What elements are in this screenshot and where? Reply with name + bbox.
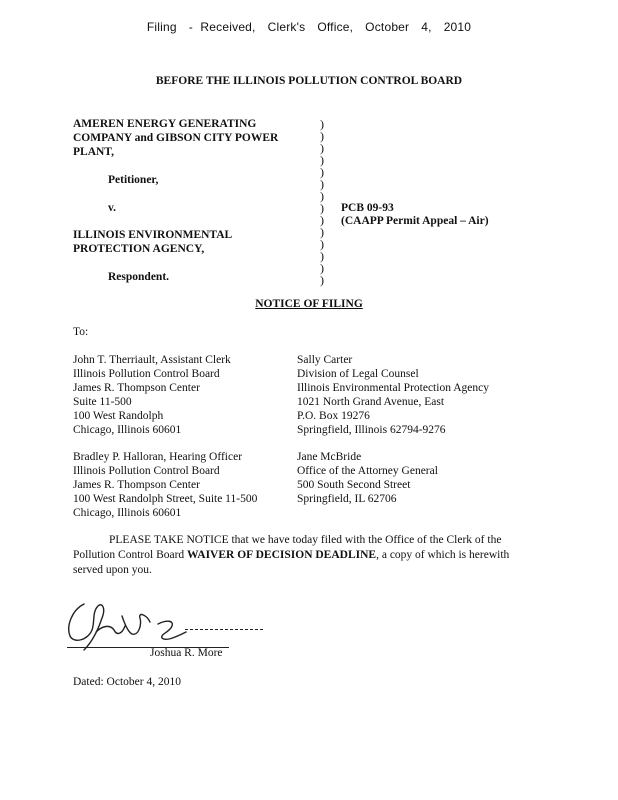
address-line: Suite 11-500 [73, 396, 132, 408]
address-line: Sally Carter [297, 354, 353, 366]
signer-name: Joshua R. More [150, 647, 223, 659]
address-line: Springfield, Illinois 62794-9276 [297, 424, 446, 436]
paren: ) [320, 141, 324, 155]
versus-label: v. [108, 202, 116, 214]
address-line: 100 West Randolph [73, 410, 164, 422]
paren: ) [320, 129, 324, 143]
address-line: Division of Legal Counsel [297, 368, 419, 380]
stamp-part: Office, [317, 20, 354, 34]
petitioner-line: PLANT, [73, 146, 114, 158]
address-line: Illinois Pollution Control Board [73, 465, 220, 477]
stamp-part: October [365, 20, 410, 34]
stamp-part: 2010 [443, 20, 472, 34]
notice-text: PLEASE TAKE NOTICE that we have today filed with the Office of the Clerk of the Pollution Control Board [73, 534, 502, 561]
paren: ) [320, 189, 324, 203]
petitioner-line: AMEREN ENERGY GENERATING [73, 118, 257, 130]
address-line: Chicago, Illinois 60601 [73, 507, 182, 519]
paren: ) [320, 213, 324, 227]
stamp-part: - Received, [188, 20, 256, 34]
case-type: (CAAPP Permit Appeal – Air) [341, 215, 489, 227]
address-line: 1021 North Grand Avenue, East [297, 396, 445, 408]
respondent-role: Respondent. [108, 271, 170, 283]
paren: ) [320, 225, 324, 239]
address-line: Office of the Attorney General [297, 465, 438, 477]
paren: ) [320, 261, 324, 275]
notice-text: , a copy of which is herewith served upon you. [73, 549, 510, 576]
stamp-part: 4, [421, 20, 432, 34]
dated-line: Dated: October 4, 2010 [73, 676, 181, 688]
respondent-line: PROTECTION AGENCY, [73, 243, 205, 255]
filing-stamp [0, 20, 618, 34]
document-title: WAIVER OF DECISION DEADLINE [187, 549, 377, 561]
address-line: P.O. Box 19276 [297, 410, 370, 422]
respondent-line: ILLINOIS ENVIRONMENTAL [73, 229, 233, 241]
petitioner-role: Petitioner, [108, 174, 159, 186]
address-line: Chicago, Illinois 60601 [73, 424, 182, 436]
recipient-block [297, 353, 489, 437]
paren: ) [320, 165, 324, 179]
address-line: Springfield, IL 62706 [297, 493, 397, 505]
paren: ) [320, 201, 324, 215]
address-line: 100 West Randolph Street, Suite 11-500 [73, 493, 258, 505]
paren: ) [320, 117, 324, 131]
board-title: BEFORE THE ILLINOIS POLLUTION CONTROL BOARD [155, 75, 463, 87]
recipient-block [73, 353, 231, 437]
address-line: Jane McBride [297, 451, 362, 463]
caption-divider [320, 118, 324, 286]
recipient-block [73, 450, 257, 520]
stamp-part: Clerk's [267, 20, 306, 34]
address-line: James R. Thompson Center [73, 382, 200, 394]
address-line: John T. Therriault, Assistant Clerk [73, 354, 231, 366]
address-line: James R. Thompson Center [73, 479, 200, 491]
address-line: Bradley P. Halloran, Hearing Officer [73, 451, 243, 463]
paren: ) [320, 177, 324, 191]
paren: ) [320, 237, 324, 251]
address-line: Illinois Pollution Control Board [73, 368, 220, 380]
petitioner-line: COMPANY and GIBSON CITY POWER [73, 132, 279, 144]
address-line: Illinois Environmental Protection Agency [297, 382, 489, 394]
paren: ) [320, 153, 324, 167]
address-line: 500 South Second Street [297, 479, 411, 491]
notice-paragraph [73, 533, 528, 578]
paren: ) [320, 273, 324, 287]
to-label: To: [73, 326, 89, 338]
stamp-part: Filing [146, 20, 177, 34]
notice-heading: NOTICE OF FILING [255, 298, 363, 310]
signature-flourish [185, 629, 263, 630]
case-number: PCB 09-93 [341, 202, 394, 214]
recipient-block [297, 450, 438, 506]
paren: ) [320, 249, 324, 263]
